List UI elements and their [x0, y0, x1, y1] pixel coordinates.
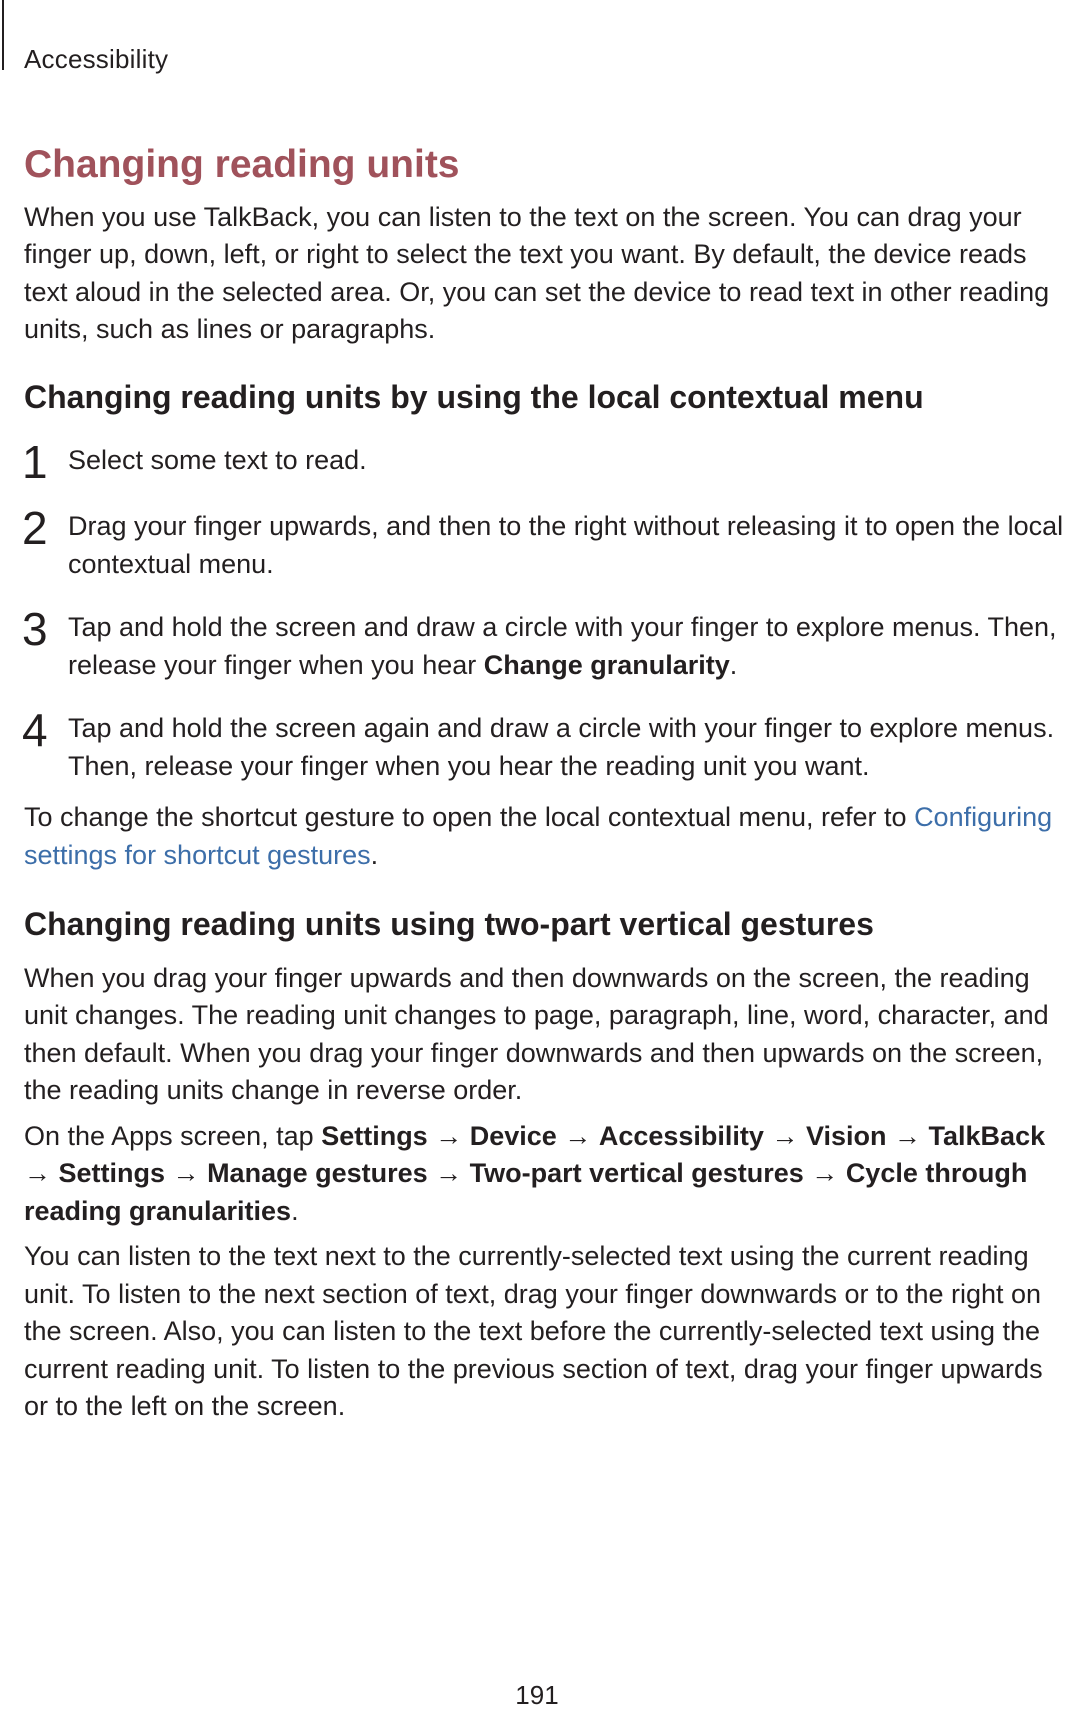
shortcut-note — [24, 799, 1064, 874]
arrow-icon: → — [771, 1120, 799, 1151]
arrow-icon: → — [435, 1120, 463, 1151]
path-end: . — [291, 1195, 299, 1226]
path-device: Device — [469, 1120, 557, 1151]
note-text-after: . — [370, 839, 379, 870]
path-vision: Vision — [805, 1120, 887, 1151]
path-settings: Settings — [321, 1120, 428, 1151]
two-part-paragraph: When you drag your finger upwards and then downwards on the screen, the reading unit changes. The reading unit changes to page, paragraph, line, word, character, and then default. When you drag your finger downwards and then upwards on the screen, the reading units change in reverse order. — [24, 962, 1049, 1106]
step-text-after: . — [729, 649, 738, 680]
arrow-icon: → — [894, 1120, 922, 1151]
path-two-part-vertical-gestures: Two-part vertical gestures — [469, 1158, 804, 1189]
step-text: Drag your finger upwards, and then to the right without releasing it to open the local contextual menu. — [68, 511, 1064, 579]
path-accessibility: Accessibility — [598, 1120, 764, 1151]
step-text: Select some text to read. — [68, 445, 367, 476]
listen-paragraph: You can listen to the text next to the currently-selected text using the current reading unit. To listen to the next section of text, drag your finger downwards or to the right on the screen. Also, you can listen to the text before the currently-selected text using the current reading unit. To listen to the previous section of text, drag your finger upwards or to the left on the screen. — [24, 1241, 1043, 1422]
step-number: 4 — [22, 704, 48, 757]
step-number: 1 — [22, 436, 48, 489]
intro-paragraph: When you use TalkBack, you can listen to the text on the screen. You can drag your finger up, down, left, or right to select the text you want. By default, the device reads text aloud in the selected area. Or, you can set the device to read text in other reading units, such as lines or paragraphs. — [24, 201, 1050, 345]
arrow-icon: → — [564, 1120, 592, 1151]
step-text — [68, 609, 1064, 684]
running-head: Accessibility — [24, 44, 169, 74]
path-talkback: TalkBack — [928, 1120, 1046, 1151]
note-text-before: To change the shortcut gesture to open the local contextual menu, refer to — [24, 802, 915, 833]
step-text-before: Tap and hold the screen and draw a circle with your finger to explore menus. Then, release your finger when you hear — [68, 612, 1057, 680]
path-settings-2: Settings — [58, 1158, 166, 1189]
configuring-shortcut-gestures-link[interactable]: Configuring settings for shortcut gestures — [24, 802, 1053, 870]
step-2 — [22, 502, 1064, 583]
step-1 — [22, 436, 1064, 489]
corner-rule — [2, 0, 4, 70]
arrow-icon: → — [24, 1158, 51, 1189]
settings-path — [24, 1118, 1064, 1231]
arrow-icon: → — [811, 1158, 839, 1189]
step-number: 3 — [22, 603, 48, 656]
step-3 — [22, 603, 1064, 684]
section-title: Changing reading units — [24, 143, 460, 186]
page-number: 191 — [515, 1680, 559, 1710]
path-cycle-through-reading-granularities: Cycle through reading granularities — [24, 1158, 1028, 1226]
path-intro: On the Apps screen, tap — [24, 1120, 322, 1151]
menu-option-change-granularity: Change granularity — [483, 649, 730, 680]
step-text: Tap and hold the screen again and draw a circle with your finger to explore menus. Then, release your finger when you hear the reading unit you want. — [68, 713, 1055, 781]
subsection-title-two-part: Changing reading units using two-part vertical gestures — [24, 906, 874, 943]
page-content — [24, 140, 1064, 1426]
step-number: 2 — [22, 502, 48, 555]
arrow-icon: → — [435, 1158, 463, 1189]
arrow-icon: → — [172, 1158, 200, 1189]
subsection-title-local-menu: Changing reading units by using the local contextual menu — [24, 378, 924, 415]
step-4 — [22, 704, 1064, 785]
path-manage-gestures: Manage gestures — [207, 1158, 428, 1189]
